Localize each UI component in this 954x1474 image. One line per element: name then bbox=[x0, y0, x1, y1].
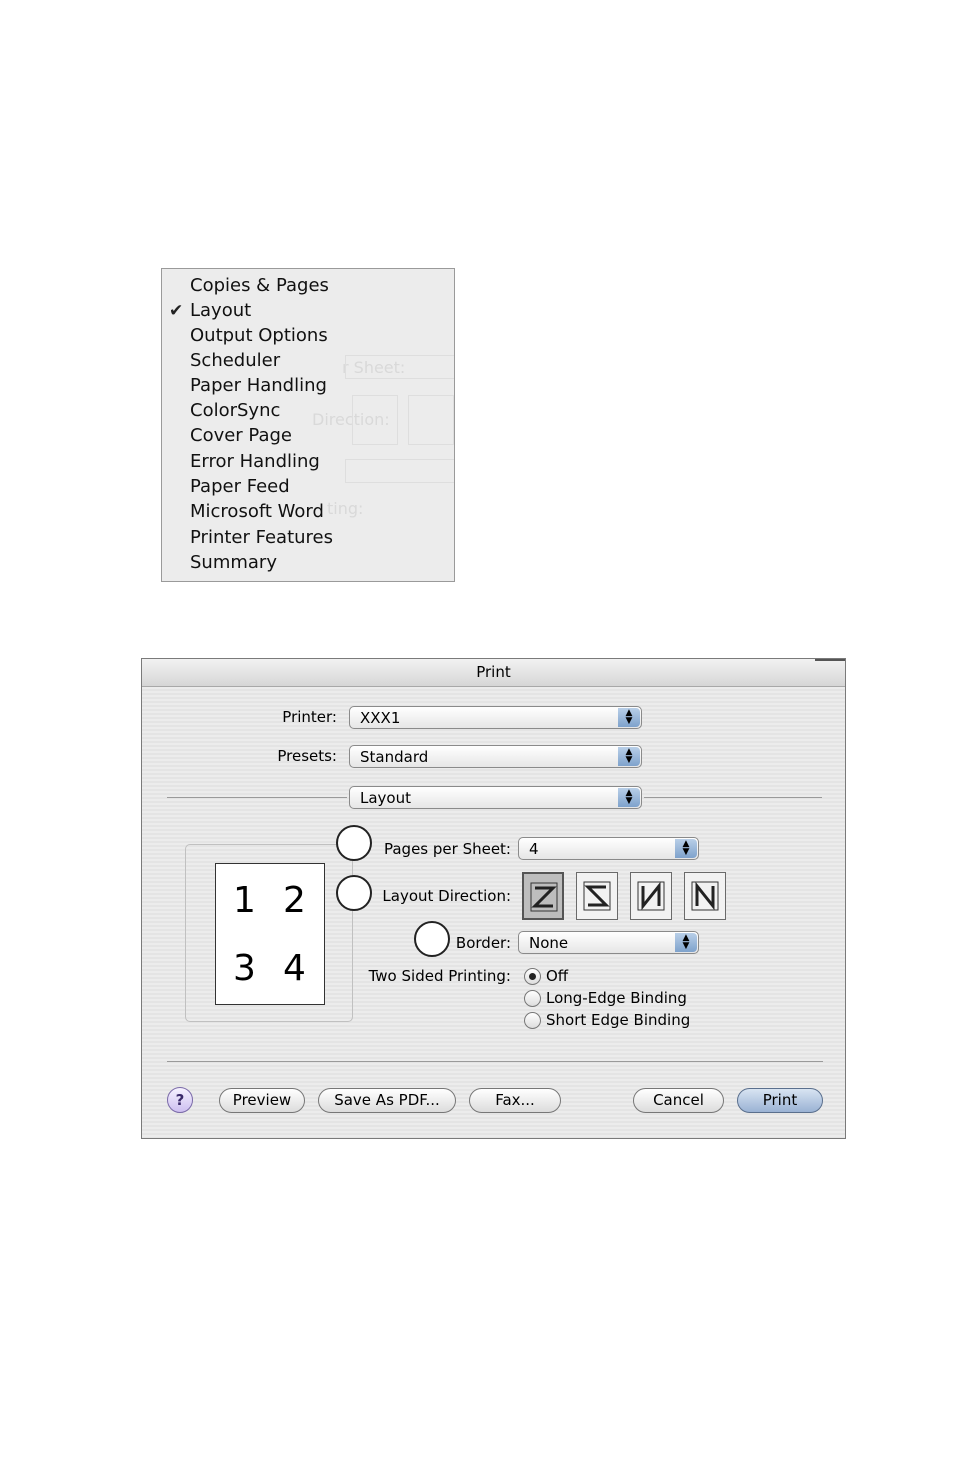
ghost-text: r Sheet: bbox=[342, 358, 406, 377]
printer-select[interactable] bbox=[349, 706, 642, 729]
pages-per-sheet-select[interactable] bbox=[518, 837, 699, 860]
save-as-pdf-button[interactable]: Save As PDF... bbox=[318, 1088, 456, 1113]
updown-arrows-icon: ▲ ▼ bbox=[618, 788, 640, 807]
border-value: None bbox=[529, 934, 569, 952]
updown-arrows-icon: ▲ ▼ bbox=[618, 708, 640, 727]
two-sided-short-edge-label: Short Edge Binding bbox=[546, 1011, 691, 1029]
menu-item-copies-pages[interactable]: Copies & Pages bbox=[190, 275, 329, 296]
ghost-text: ting: bbox=[327, 499, 364, 518]
panel-popup-menu bbox=[161, 268, 455, 582]
two-sided-long-edge-radio[interactable] bbox=[524, 990, 541, 1007]
checkmark-icon: ✔ bbox=[169, 301, 184, 321]
menu-item-error-handling[interactable]: Error Handling bbox=[190, 451, 320, 472]
callout-circle bbox=[414, 921, 450, 957]
menu-item-cover-page[interactable]: Cover Page bbox=[190, 425, 293, 446]
border-label: Border: bbox=[455, 934, 511, 952]
menu-item-printer-features[interactable]: Printer Features bbox=[190, 527, 333, 548]
presets-value: Standard bbox=[360, 748, 429, 766]
layout-direction-label: Layout Direction: bbox=[382, 887, 511, 905]
menu-item-colorsync[interactable]: ColorSync bbox=[190, 400, 281, 421]
cancel-button[interactable]: Cancel bbox=[633, 1088, 724, 1113]
layout-direction-n-button[interactable] bbox=[630, 872, 672, 920]
callout-circle bbox=[336, 875, 372, 911]
ghost-box bbox=[345, 355, 455, 379]
preview-number: 4 bbox=[283, 948, 306, 989]
z-left-to-right-icon bbox=[530, 882, 558, 912]
two-sided-off-radio[interactable] bbox=[524, 968, 541, 985]
dialog-title: Print bbox=[476, 663, 511, 681]
callout-circle bbox=[336, 825, 372, 861]
preview-button[interactable]: Preview bbox=[219, 1088, 305, 1113]
separator bbox=[167, 797, 347, 798]
title-bar[interactable] bbox=[142, 659, 845, 687]
printer-value: XXX1 bbox=[360, 709, 401, 727]
separator bbox=[167, 1061, 823, 1062]
printer-label: Printer: bbox=[282, 708, 337, 726]
n-reverse-icon bbox=[691, 881, 719, 911]
preview-number: 3 bbox=[233, 948, 256, 989]
menu-item-layout[interactable]: Layout bbox=[190, 300, 252, 321]
menu-item-scheduler[interactable]: Scheduler bbox=[190, 350, 281, 371]
separator bbox=[644, 797, 822, 798]
menu-item-paper-feed[interactable]: Paper Feed bbox=[190, 476, 290, 497]
menu-item-microsoft-word[interactable]: Microsoft Word bbox=[190, 501, 324, 522]
fax-button[interactable]: Fax... bbox=[469, 1088, 561, 1113]
preview-number: 1 bbox=[233, 880, 256, 921]
s-left-to-right-icon bbox=[583, 881, 611, 911]
menu-item-summary[interactable]: Summary bbox=[190, 552, 277, 573]
n-top-to-bottom-icon bbox=[637, 881, 665, 911]
menu-item-output-options[interactable]: Output Options bbox=[190, 325, 328, 346]
two-sided-long-edge-label: Long-Edge Binding bbox=[546, 989, 687, 1007]
layout-preview-page bbox=[215, 863, 325, 1005]
updown-arrows-icon: ▲ ▼ bbox=[618, 747, 640, 766]
two-sided-label: Two Sided Printing: bbox=[368, 967, 511, 985]
panel-value: Layout bbox=[360, 789, 411, 807]
menu-item-paper-handling[interactable]: Paper Handling bbox=[190, 375, 327, 396]
panel-select[interactable] bbox=[349, 786, 642, 809]
border-select[interactable] bbox=[518, 931, 699, 954]
presets-select[interactable] bbox=[349, 745, 642, 768]
two-sided-off-label: Off bbox=[546, 967, 569, 985]
window-corner bbox=[815, 659, 845, 667]
layout-direction-z-button[interactable] bbox=[522, 872, 564, 920]
ghost-text: Direction: bbox=[312, 410, 390, 429]
ghost-box bbox=[408, 395, 454, 445]
two-sided-short-edge-radio[interactable] bbox=[524, 1012, 541, 1029]
layout-direction-s-button[interactable] bbox=[576, 872, 618, 920]
presets-label: Presets: bbox=[277, 747, 337, 765]
print-dialog bbox=[141, 658, 846, 1139]
updown-arrows-icon: ▲ ▼ bbox=[675, 933, 697, 952]
pages-per-sheet-value: 4 bbox=[529, 840, 539, 858]
ghost-box bbox=[345, 459, 455, 483]
updown-arrows-icon: ▲ ▼ bbox=[675, 839, 697, 858]
print-button[interactable]: Print bbox=[737, 1088, 823, 1113]
ghost-box bbox=[352, 395, 398, 445]
preview-number: 2 bbox=[283, 880, 306, 921]
layout-direction-n-reverse-button[interactable] bbox=[684, 872, 726, 920]
help-button[interactable]: ? bbox=[167, 1087, 193, 1113]
pages-per-sheet-label: Pages per Sheet: bbox=[383, 840, 511, 858]
